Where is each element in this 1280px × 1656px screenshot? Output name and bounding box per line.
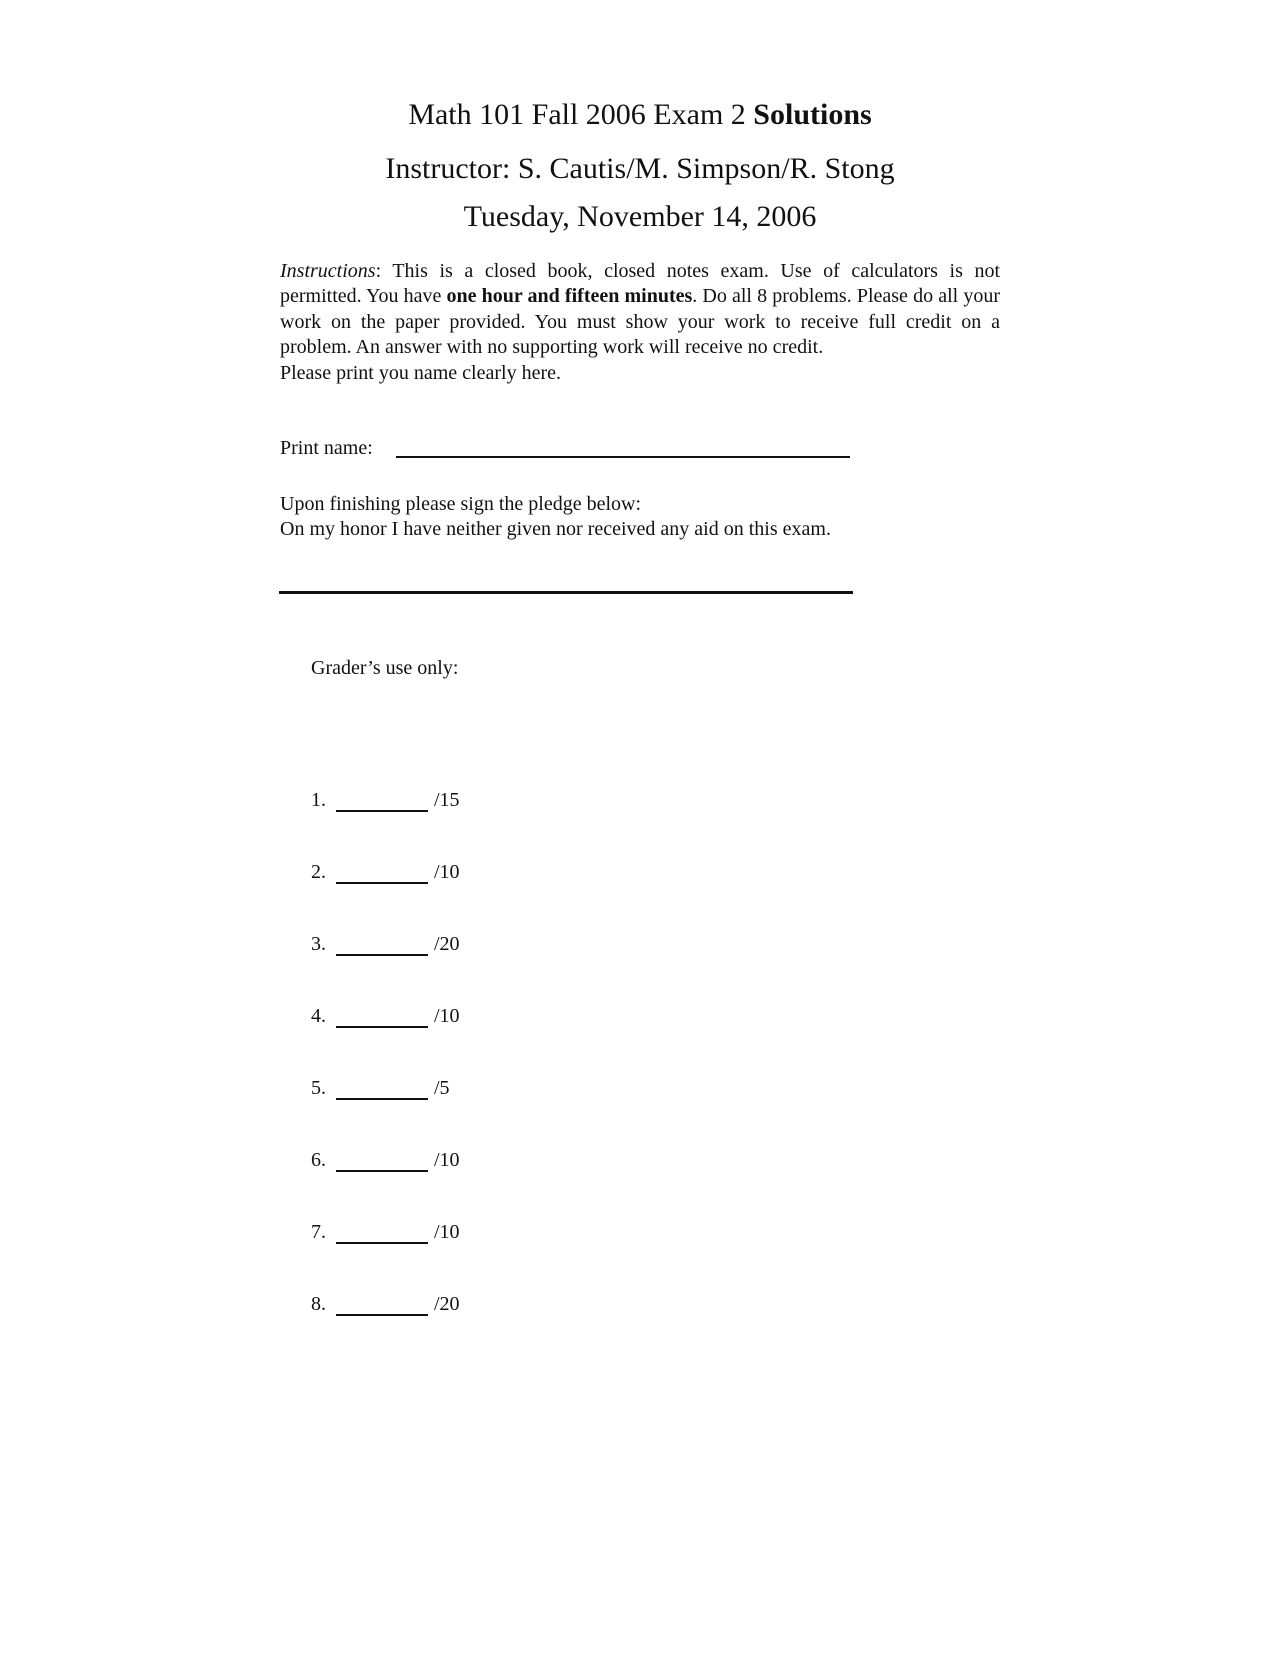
print-request: Please print you name clearly here. xyxy=(280,361,561,384)
problem-max-points: /10 xyxy=(434,1149,460,1171)
score-blank[interactable] xyxy=(336,1242,428,1244)
pledge-text xyxy=(280,492,1000,543)
problem-max-points: /10 xyxy=(434,861,460,883)
signature-line[interactable] xyxy=(279,591,853,594)
instructions-label: Instructions xyxy=(280,260,376,282)
problem-number: 6. xyxy=(311,1149,326,1171)
problem-max-points: /5 xyxy=(434,1077,450,1099)
score-blank[interactable] xyxy=(336,882,428,884)
name-field-line[interactable] xyxy=(396,456,850,458)
print-name-label: Print name: xyxy=(280,437,373,459)
problem-number: 5. xyxy=(311,1077,326,1099)
problem-number: 8. xyxy=(311,1293,326,1315)
problem-max-points: /10 xyxy=(434,1005,460,1027)
score-blank[interactable] xyxy=(336,1170,428,1172)
instructions-paragraph xyxy=(280,259,1000,386)
instructions-time: one hour and fifteen minutes xyxy=(446,285,693,308)
exam-title-solutions: Solutions xyxy=(753,98,872,131)
score-blank[interactable] xyxy=(336,810,428,812)
score-blank[interactable] xyxy=(336,1026,428,1028)
exam-title-main: Math 101 Fall 2006 Exam 2 xyxy=(408,98,746,131)
instructions-part1: : This is a closed book, closed notes exam. Use of calculators is not permitted. You have xyxy=(280,260,1000,308)
instructions-part2: . Do all 8 problems. Please do all your work on the paper provided. You must show your work to receive full credit on a problem. An answer with no supporting work will receive no credit. xyxy=(280,285,1000,359)
problem-max-points: /15 xyxy=(434,789,460,811)
problem-number: 2. xyxy=(311,861,326,883)
grader-label: Grader’s use only: xyxy=(311,657,459,679)
exam-title xyxy=(0,98,1280,132)
problem-number: 4. xyxy=(311,1005,326,1027)
problem-max-points: /10 xyxy=(434,1221,460,1243)
score-blank[interactable] xyxy=(336,954,428,956)
exam-date: Tuesday, November 14, 2006 xyxy=(463,200,817,233)
problem-max-points: /20 xyxy=(434,933,460,955)
pledge-line-2: On my honor I have neither given nor received any aid on this exam. xyxy=(280,518,831,541)
instructor-line: Instructor: S. Cautis/M. Simpson/R. Stong xyxy=(385,152,895,185)
score-blank[interactable] xyxy=(336,1314,428,1316)
problem-number: 7. xyxy=(311,1221,326,1243)
problem-max-points: /20 xyxy=(434,1293,460,1315)
problem-number: 3. xyxy=(311,933,326,955)
pledge-line-1: Upon finishing please sign the pledge below: xyxy=(280,493,642,515)
problem-number: 1. xyxy=(311,789,326,811)
score-blank[interactable] xyxy=(336,1098,428,1100)
